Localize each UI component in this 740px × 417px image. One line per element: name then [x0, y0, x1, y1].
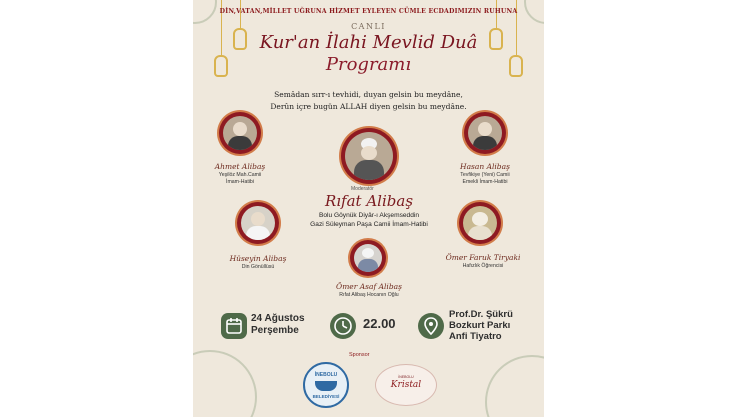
- moderator-name: Rıfat Alibaş: [324, 192, 414, 210]
- moderator-desc: Bolu Göynük Diyâr-ı Akşemseddin Gazi Süleyman Paşa Camii İmam-Hatibi: [310, 212, 428, 228]
- person-name: Hüseyin Alibaş: [229, 254, 287, 263]
- person-name: Ömer Faruk Tiryaki: [445, 253, 521, 262]
- event-poster: [193, 0, 544, 417]
- portrait-ahmet: [219, 112, 261, 154]
- portrait-moderator: [341, 128, 397, 184]
- person-desc: Rıfat Alibaş Hocanın Oğlu: [339, 292, 399, 298]
- portrait-omer-asaf: [350, 240, 386, 276]
- location-pin-icon: [418, 313, 444, 339]
- portrait-omer-faruk: [459, 202, 501, 244]
- logo-text: İNEBOLU: [398, 375, 414, 379]
- portrait-huseyin: [237, 202, 279, 244]
- person-desc: Din Gönüllüsü: [241, 264, 275, 270]
- time-text: 22.00: [363, 316, 396, 331]
- live-label: CANLI: [351, 22, 386, 31]
- person-name: Ahmet Alibaş: [214, 162, 266, 171]
- mandala-decoration-left: [193, 350, 257, 417]
- calendar-icon: [221, 313, 247, 339]
- sponsor-label: Sponsor: [349, 352, 370, 358]
- moderator-label: Moderatör: [351, 186, 374, 192]
- ship-icon: [315, 381, 337, 391]
- clock-icon: [330, 313, 356, 339]
- kristal-sponsor-logo: [375, 364, 437, 406]
- verse-line-2: Derûn içre bugün ALLAH diyen gelsin bu meydâne.: [270, 102, 467, 111]
- logo-text: BELEDİYESİ: [312, 394, 340, 399]
- portrait-hasan: [464, 112, 506, 154]
- person-desc: Yeşilöz Mah.Camii İmam-Hatibi: [218, 172, 262, 185]
- dedication-text: DİN,VATAN,MİLLET UĞRUNA HİZMET EYLEYEN CÜMLE ECDADIMIZIN RUHUNA: [219, 8, 518, 15]
- program-title: Kur'an İlahi Mevlid Duâ: [259, 32, 478, 53]
- place-text: Prof.Dr. Şükrü Bozkurt Parkı Anfi Tiyatro: [449, 309, 513, 342]
- person-desc: Tevfikiye (Yeni) Camii Emekli İmam-Hatibi: [460, 172, 510, 185]
- logo-text: Kristal: [390, 380, 422, 390]
- verse-line-1: Semâdan sırr-ı tevhidi, duyan gelsin bu meydâne,: [274, 90, 463, 99]
- person-desc: Hafızlık Öğrencisi: [462, 263, 504, 269]
- date-text: 24 Ağustos Perşembe: [251, 313, 305, 336]
- mandala-decoration-right: [485, 355, 544, 417]
- person-name: Ömer Asaf Alibaş: [336, 282, 402, 291]
- person-name: Hasan Alibaş: [460, 162, 510, 171]
- inebolu-municipality-logo: [303, 362, 349, 408]
- logo-text: İNEBOLU: [314, 372, 338, 378]
- program-subtitle: Programı: [325, 54, 412, 75]
